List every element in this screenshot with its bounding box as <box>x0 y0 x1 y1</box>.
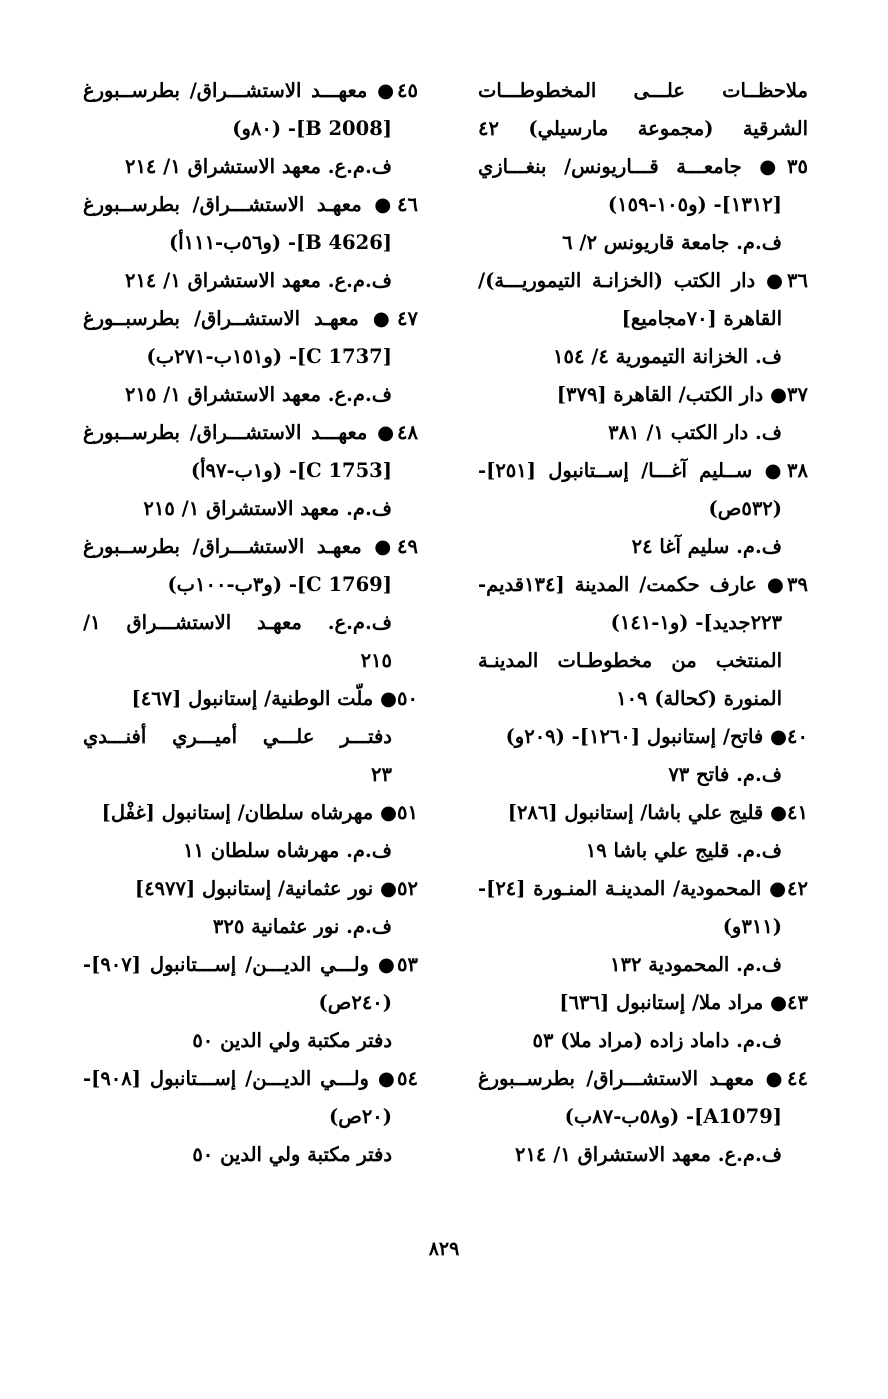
entry-heading: ٤٣● مراد ملا/ إستانبول [٦٣٦] <box>559 991 808 1014</box>
entry-line: (٣١١و) <box>722 915 782 938</box>
entry-line: دفتر مكتبة ولي الدين ٥٠ <box>192 1029 392 1052</box>
entry-line: [B 4626]- (و٥٦ب-١١١أ) <box>168 231 392 254</box>
index-entry <box>83 946 418 1060</box>
entry-line: [C 1769]- (و٣ب-١٠٠ب) <box>167 573 392 596</box>
index-entry <box>478 984 808 1060</box>
index-entry <box>478 1060 808 1174</box>
entry-heading: ٤٩● معهـد الاستشـــراق/ بطرســبورغ <box>83 535 418 558</box>
entry-heading: ٥٣● ولـــي الديـــن/ إســـتانبول [٩٠٧]- <box>83 953 418 976</box>
index-entry <box>478 870 808 984</box>
entry-heading: ٣٦● دار الكتب (الخزانـة التيموريـــة)/ <box>478 269 808 292</box>
entry-line: ف.م. نور عثمانية ٣٢٥ <box>212 915 392 938</box>
entry-line: ٢١٥ <box>360 649 392 672</box>
entry-line: [C 1753]- (و١ب-٩٧أ) <box>190 459 392 482</box>
entry-line: ٢٣ <box>371 763 392 786</box>
entry-line: ف.م. سليم آغا ٢٤ <box>631 535 782 558</box>
index-entry <box>83 794 418 870</box>
entry-line: ٢٢٣جديد]- (و١-١٤١) <box>610 611 782 634</box>
entry-line: (٢٤٠ص) <box>318 991 392 1014</box>
entry-line: المنورة (كحالة) ١٠٩ <box>616 687 782 710</box>
entry-line: ف. دار الكتب ١/ ٣٨١ <box>608 421 782 444</box>
entry-line: ف.م. مهرشاه سلطان ١١ <box>183 839 392 862</box>
entry-line: (٥٣٢ص) <box>708 497 782 520</box>
entry-line: [١٣١٢]- (و١٠٥-١٥٩) <box>607 193 782 216</box>
entry-heading: ٤٢● المحمودية/ المدينـة المنـورة [٢٤]- <box>478 877 808 900</box>
entry-line: ف.م.ع. معهد الاستشراق ١/ ٢١٤ <box>514 1143 782 1166</box>
entry-heading: ٤١● قليج علي باشا/ إستانبول [٢٨٦] <box>507 801 808 824</box>
entry-line: (٢٠ص) <box>329 1105 392 1128</box>
entry-line: ف.م. قليج علي باشا ١٩ <box>585 839 782 862</box>
left-column <box>83 72 418 1174</box>
entry-heading: ٣٩● عارف حكمت/ المدينة [١٣٤قديم- <box>478 573 808 596</box>
entry-line: ف.م.ع. معهـد الاستشـــراق ١/ <box>83 611 392 634</box>
index-entry <box>478 148 808 262</box>
entry-heading: ٤٧● معهـد الاستشــراق/ بطرسبــورغ <box>83 307 418 330</box>
entry-heading: ٣٨● ســليم آغـــا/ إســتانبول [٢٥١]- <box>478 459 808 482</box>
entry-heading: ٤٤● معهـد الاستشـــراق/ بطرســبورغ <box>478 1067 808 1090</box>
entry-line: ف.م. معهد الاستشراق ١/ ٢١٥ <box>143 497 392 520</box>
index-entry <box>478 718 808 794</box>
entry-heading: ٥٤● ولـــي الديـــن/ إســـتانبول [٩٠٨]- <box>83 1067 418 1090</box>
entry-line: المنتخب من مخطوطـات المدينـة <box>478 649 782 672</box>
entry-heading: ٣٧● دار الكتب/ القاهرة [٣٧٩] <box>556 383 808 406</box>
entry-heading: ٥١● مهرشاه سلطان/ إستانبول [غفْل] <box>101 801 418 824</box>
index-entry <box>83 414 418 528</box>
index-entry <box>478 376 808 452</box>
entry-line: ف.م. داماد زاده (مراد ملا) ٥٣ <box>532 1029 782 1052</box>
index-entry <box>478 452 808 566</box>
index-entry <box>83 72 418 186</box>
index-entry <box>83 186 418 300</box>
entry-heading: ٥٢● نور عثمانية/ إستانبول [٤٩٧٧] <box>134 877 418 900</box>
entry-heading: ٣٥● جامعـــة قـــاريونس/ بنغـــازي <box>478 155 808 178</box>
entry-line: ف.م. جامعة قاريونس ٢/ ٦ <box>562 231 782 254</box>
entry-line: ف.م.ع. معهد الاستشراق ١/ ٢١٤ <box>124 269 392 292</box>
entry-heading: ٥٠● ملّت الوطنية/ إستانبول [٤٦٧] <box>131 687 418 710</box>
entry-line: ف. الخزانة التيمورية ٤/ ١٥٤ <box>553 345 782 368</box>
entry-line: [C 1737]- (و١٥١ب-٢٧١ب) <box>146 345 392 368</box>
right-column <box>478 72 808 1174</box>
index-entry <box>478 72 808 148</box>
index-entry <box>83 528 418 680</box>
entry-line: الشرقية (مجموعة مارسيلي) ٤٢ <box>478 117 808 140</box>
entry-heading: ٤٠● فاتح/ إستانبول [١٢٦٠]- (٢٠٩و) <box>505 725 808 748</box>
entry-line: [A1079]- (و٥٨ب-٨٧ب) <box>564 1105 782 1128</box>
entry-line: ف.م. المحمودية ١٣٢ <box>610 953 782 976</box>
entry-line: ملاحظــات علـــى المخطوطـــات <box>478 79 808 102</box>
entry-line: [B 2008]- (٨٠و) <box>232 117 392 140</box>
page-number: ٨٢٩ <box>428 1238 460 1260</box>
index-entry <box>83 300 418 414</box>
index-entry <box>478 262 808 376</box>
index-entry <box>478 566 808 718</box>
entry-heading: ٤٥● معهـــد الاستشـــراق/ بطرســبورغ <box>83 79 418 102</box>
entry-line: ف.م. فاتح ٧٣ <box>668 763 782 786</box>
entry-line: دفتـــر علـــي أميـــري أفنـــدي <box>83 725 392 748</box>
entry-line: ف.م.ع. معهد الاستشراق ١/ ٢١٥ <box>124 383 392 406</box>
entry-heading: ٤٨● معهـــد الاستشـــراق/ بطرســبورغ <box>83 421 418 444</box>
index-entry <box>83 1060 418 1174</box>
entry-heading: ٤٦● معهـد الاستشـــراق/ بطرســبورغ <box>83 193 418 216</box>
index-entry <box>478 794 808 870</box>
entry-line: دفتر مكتبة ولي الدين ٥٠ <box>192 1143 392 1166</box>
entry-line: ف.م.ع. معهد الاستشراق ١/ ٢١٤ <box>124 155 392 178</box>
index-entry <box>83 680 418 794</box>
entry-line: القاهرة [٧٠مجاميع] <box>621 307 782 330</box>
index-entry <box>83 870 418 946</box>
